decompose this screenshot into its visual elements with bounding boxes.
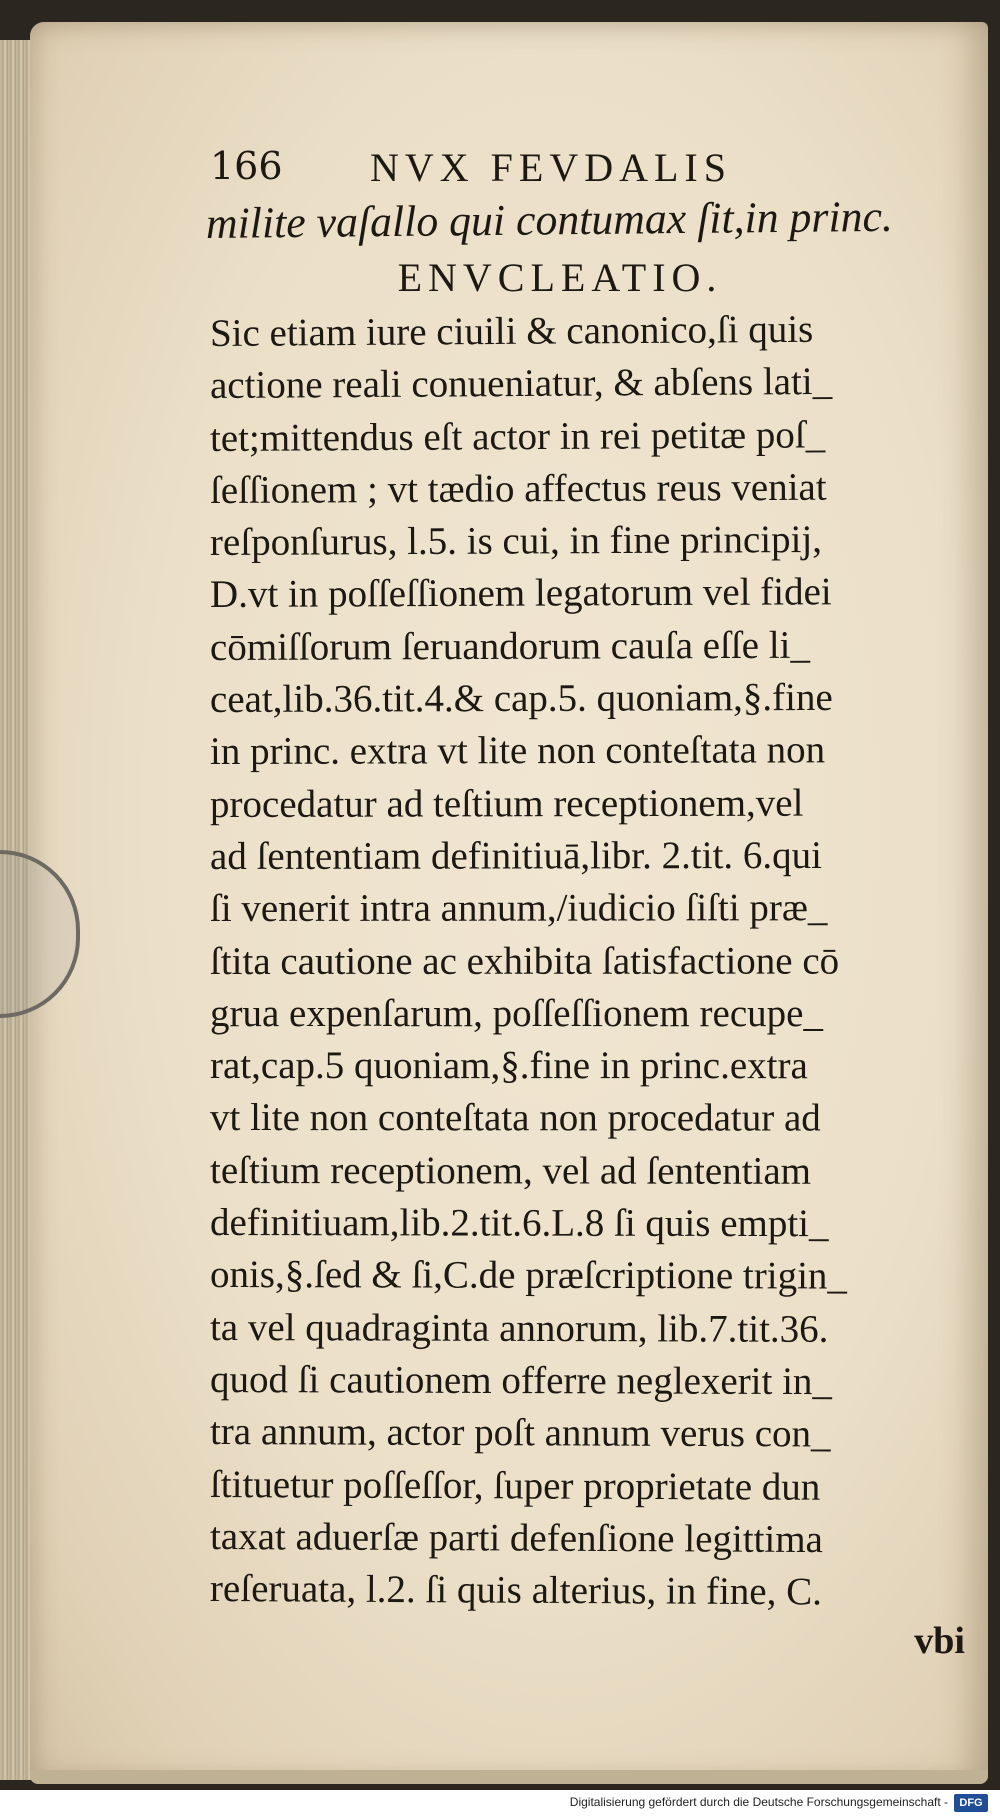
text-line: ad ſententiam definitiuā,libr. 2.tit. 6.qui: [209, 833, 823, 878]
running-title: NVX FEVDALIS: [370, 145, 732, 190]
section-subtitle: milite vaſallo qui contumax ſit,in princ.: [205, 191, 894, 248]
page-bottom-edge: [30, 1770, 988, 1784]
text-line: actione reali conueniatur, & abſens lati_: [209, 360, 833, 408]
catchword: vbi: [914, 1620, 965, 1663]
text-line: in princ. extra vt lite non conteſtata non: [209, 728, 826, 774]
text-line: D.vt in poſſeſſionem legatorum vel fidei: [209, 570, 832, 617]
text-line: reſeruata, l.2. ſi quis alterius, in fine, C.: [209, 1567, 823, 1614]
text-line: tet;mittendus eſt actor in rei petitæ poſ_: [209, 412, 826, 460]
text-line: grua expenſarum, poſſeſſionem recupe_: [209, 991, 823, 1035]
funding-credit: Digitalisierung gefördert durch die Deutsche Forschungsgemeinschaft -: [569, 1795, 948, 1809]
text-line: onis,§.ſed & ſi,C.de præſcriptione trigin_: [209, 1253, 847, 1298]
text-line: tra annum, actor poſt annum verus con_: [209, 1410, 831, 1456]
text-line: ceat,lib.36.tit.4.& cap.5. quoniam,§.fine: [209, 676, 833, 722]
dfg-logo: DFG: [954, 1794, 988, 1812]
text-line: ſtita cautione ac exhibita ſatisfactione cō: [209, 939, 840, 983]
text-line: taxat aduerſæ parti defenſione legittima: [209, 1514, 824, 1561]
page-number: 166: [210, 144, 283, 188]
text-line: rat,cap.5 quoniam,§.fine in princ.extra: [209, 1044, 808, 1088]
text-line: ſi venerit intra annum,/iudicio ſiſti præ_: [209, 886, 828, 931]
page-header: [210, 140, 980, 196]
text-line: ta vel quadraginta annorum, lib.7.tit.36.: [209, 1305, 829, 1351]
text-line: teſtium receptionem, vel ad ſententiam: [209, 1148, 812, 1193]
text-line: procedatur ad teſtium receptionem,vel: [209, 781, 804, 826]
text-line: ſtituetur poſſeſſor, ſuper proprietate dun: [209, 1462, 821, 1509]
digitization-footer: [0, 1790, 1000, 1818]
body-text: [210, 308, 980, 1615]
text-line: reſponſurus, l.5. is cui, in fine principij,: [209, 518, 823, 565]
section-title: ENVCLEATIO.: [397, 255, 723, 300]
text-line: cōmiſſorum ſeruandorum cauſa eſſe li_: [209, 623, 811, 669]
text-line: vt lite non conteſtata non procedatur ad: [209, 1096, 821, 1140]
text-line: definitiuam,lib.2.tit.6.L.8 ſi quis empti_: [209, 1201, 829, 1246]
text-line: quod ſi cautionem offerre neglexerit in_: [209, 1357, 833, 1404]
text-line: ſeſſionem ; vt tædio affectus reus veniat: [209, 465, 827, 512]
page-text-block: [205, 140, 980, 1667]
text-line: Sic etiam iure ciuili & canonico,ſi quis: [209, 307, 814, 355]
